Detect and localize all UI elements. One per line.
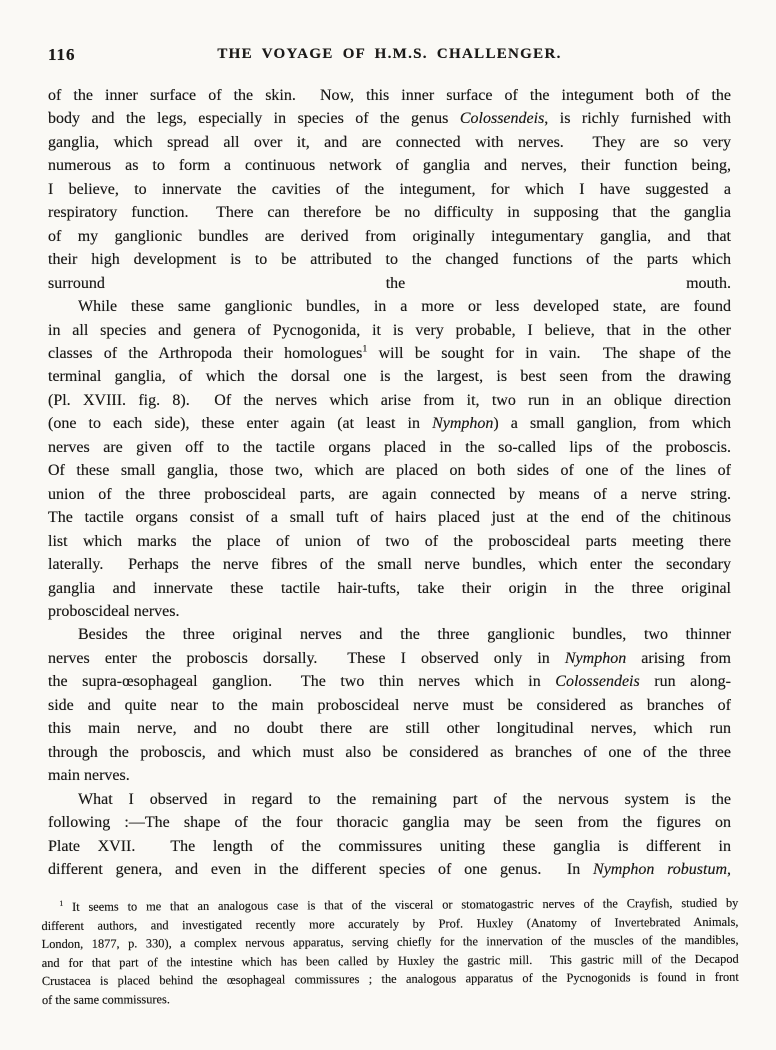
text-line: What I observed in regard to the remaining part of the nervous system is the — [78, 790, 731, 808]
text-line: main nerves. — [48, 767, 130, 785]
text-line: following :—The shape of the four thoracic ganglia may be seen from the figures on — [48, 814, 731, 832]
text-line: different genera, and even in the different species of one genus. In Nymphon robustum, — [48, 860, 732, 878]
footnote-line: and for that part of the intestine which has been called by Huxley the gastric mill. This gastric mill of the Decapod — [41, 951, 739, 970]
text-line: proboscideal nerves. — [48, 602, 180, 620]
page-number: 116 — [48, 45, 76, 64]
text-line: (Pl. XVIII. fig. 8). Of the nerves which arise from it, two run in an oblique direction — [48, 391, 731, 409]
text-line: ganglia, which spread all over it, and are connected with nerves. They are so very — [48, 133, 731, 151]
text-line: Of these small ganglia, those two, which are placed on both sides of one of the lines of — [48, 462, 731, 480]
page-header — [48, 45, 731, 65]
text-line: this main nerve, and no doubt there are still other longitudinal nerves, which run — [48, 720, 731, 738]
footnote-line: different authors, and investigated recently more accurately by Prof. Huxley (Anatomy of Invertebrated Animals, — [41, 914, 739, 933]
text-line: of my ganglionic bundles are derived from originally integumentary ganglia, and that — [48, 227, 731, 245]
text-line: numerous as to form a continuous network of ganglia and nerves, their function being, — [48, 157, 731, 175]
text-line: Besides the three original nerves and the three ganglionic bundles, two thinner — [78, 626, 731, 644]
running-title: THE VOYAGE OF H.M.S. CHALLENGER. — [217, 46, 562, 62]
text-line: the supra-œsophageal ganglion. The two thin nerves which in Colossendeis run along- — [48, 673, 732, 691]
text-line: list which marks the place of union of two of the proboscideal parts meeting there — [48, 532, 731, 550]
text-line: respiratory function. There can therefore be no difficulty in supposing that the ganglia — [48, 204, 731, 222]
text-line: their high development is to be attributed to the changed functions of the parts which — [48, 251, 731, 269]
text-line: of the inner surface of the skin. Now, this inner surface of the integument both of the — [48, 87, 731, 104]
footnote-line: $^1$ It seems to me that an analogous case is that of the visceral or stomatogastric nerves of the Crayfish, studied by — [59, 895, 739, 914]
footnote — [41, 894, 739, 1010]
footnote-line: Crustacea is placed behind the œsophageal commissures ; the analogous apparatus of the Pycnogonids is found in front — [41, 970, 739, 989]
text-line: nerves enter the proboscis dorsally. These I observed only in Nymphon arising from — [48, 649, 731, 667]
text-line: laterally. Perhaps the nerve fibres of the small nerve bundles, which enter the secondary — [48, 556, 731, 574]
text-line: I believe, to innervate the cavities of the integument, for which I have suggested a — [48, 180, 731, 198]
text-line: Plate XVII. The length of the commissures uniting these ganglia is different in — [48, 837, 731, 855]
text-line: terminal ganglia, of which the dorsal one is the largest, is best seen from the drawing — [48, 368, 731, 386]
text-line: through the proboscis, and which must also be considered as branches of one of the three — [48, 743, 731, 761]
text-line: classes of the Arthropoda their homologues$^1$ will be sought for in vain. The shape of the — [48, 343, 732, 362]
text-line: in all species and genera of Pycnogonida, it is very probable, I believe, that in the other — [48, 321, 731, 339]
text-line: body and the legs, especially in species of the genus Colossendeis, is richly furnished with — [48, 110, 731, 128]
page-body — [48, 84, 731, 881]
text-line: surround the mouth. — [48, 274, 731, 292]
text-line: ganglia and innervate these tactile hair-tufts, take their origin in the three original — [48, 579, 731, 597]
footnote-line: London, 1877, p. 330), a complex nervous apparatus, serving chiefly for the innervation of the muscles of the mandibles, — [41, 932, 739, 952]
text-line: nerves are given off to the tactile organs placed in the so-called lips of the proboscis. — [48, 438, 731, 456]
text-line: While these same ganglionic bundles, in a more or less developed state, are found — [78, 298, 731, 316]
text-line: The tactile organs consist of a small tuft of hairs placed just at the end of the chitinous — [48, 509, 731, 527]
text-line: side and quite near to the main proboscideal nerve must be considered as branches of — [48, 696, 731, 714]
footnote-line: of the same commissures. — [41, 992, 170, 1007]
text-line: union of the three proboscideal parts, are again connected by means of a nerve string. — [48, 485, 731, 503]
text-line: (one to each side), these enter again (at least in Nymphon) a small ganglion, from which — [48, 415, 731, 433]
